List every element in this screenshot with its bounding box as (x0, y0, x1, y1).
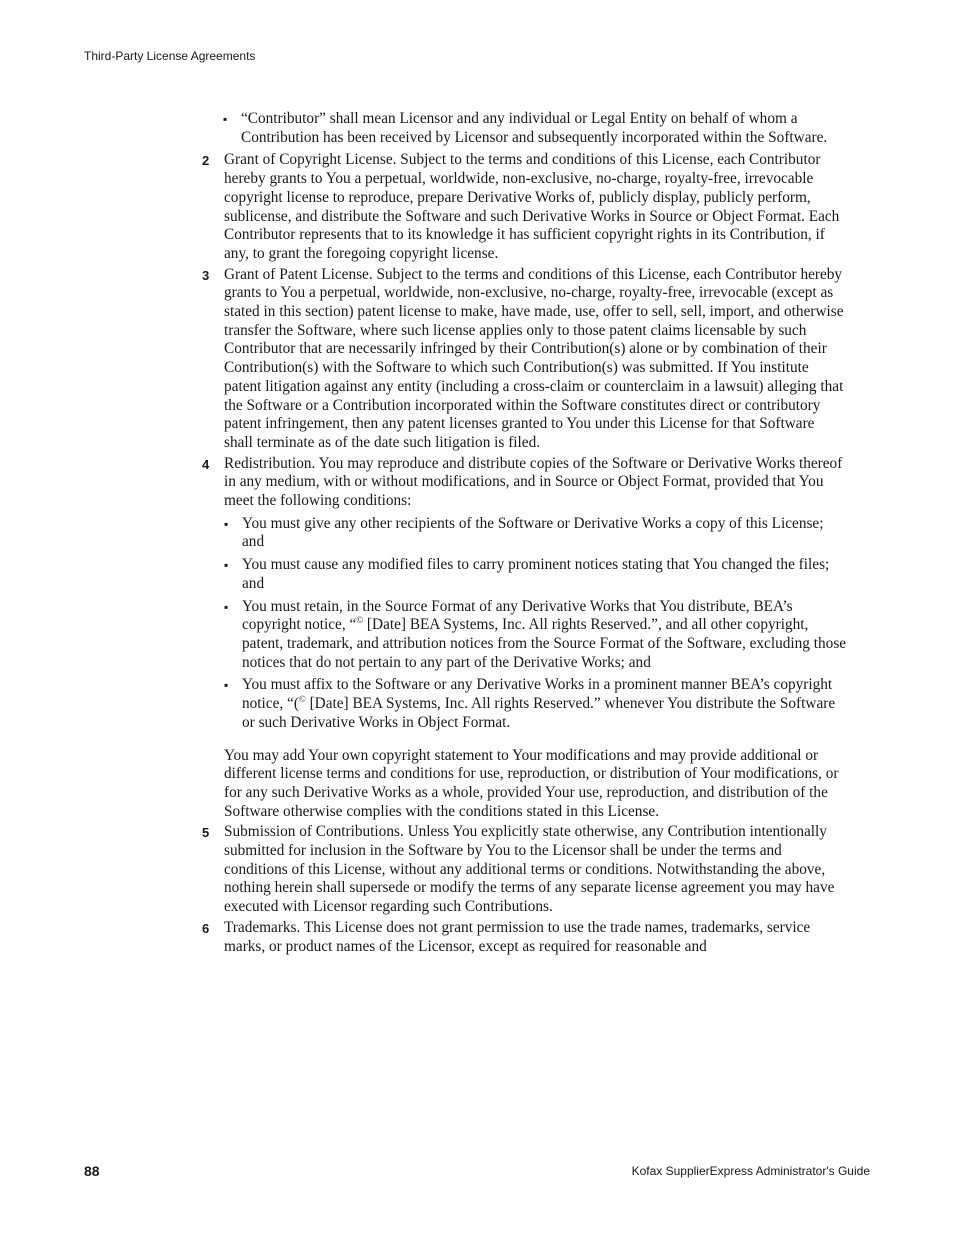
section-number: 4 (202, 456, 210, 472)
condition-text: You must give any other recipients of the Software or Derivative Works a copy of this License; and (242, 514, 824, 551)
condition-item (224, 515, 847, 552)
condition-item (224, 598, 847, 673)
section-text: Redistribution. You may reproduce and distribute copies of the Software or Derivative Works thereof in any medium, with or without modifications, and in Source or Object Format, provided that You meet the following conditions: (224, 454, 843, 510)
bullet-icon: ▪ (224, 678, 229, 693)
section-5 (202, 823, 847, 917)
page-number: 88 (84, 1163, 100, 1179)
section-text: Grant of Patent License. Subject to the terms and conditions of this License, each Contributor hereby grants to You a perpetual, worldwide, non-exclusive, no-charge, royalty-free, irrevocable (except as stated in this section) patent license to make, have made, use, offer to sell, sell, import, and otherwise transfer the Software, where such license applies only to those patent claims licensable by such Contributor that are necessarily infringed by their Contribution(s) alone or by combination of their Contribution(s) with the Software to which such Contribution(s) was submitted. If You institute patent litigation against any entity (including a cross-claim or counterclaim in a lawsuit) alleging that the Software or a Contribution incorporated within the Software constitutes direct or contributory patent infringement, then any patent licenses granted to You under this License for that Software shall terminate as of the date such litigation is filed. (224, 265, 844, 451)
page-header: Third-Party License Agreements (84, 49, 256, 63)
bullet-text: “Contributor” shall mean Licensor and any individual or Legal Entity on behalf of whom a Contribution has been received by Licensor and subsequently incorporated within the Software. (241, 110, 828, 146)
condition-text: You must retain, in the Source Format of any Derivative Works that You distribute, BEA’s copyright notice, “© [Date] BEA Systems, Inc. All rights Reserved.”, and all other copyright, patent, trademark, and attribution notices from the Source Format of the Software, excluding those notices that do not pertain to any part of the Derivative Works; and (242, 597, 847, 671)
section-text: Trademarks. This License does not grant permission to use the trade names, trademarks, service marks, or product names of the Licensor, except as required for reasonable and (224, 918, 811, 955)
condition-item (224, 676, 847, 732)
section-number: 3 (202, 267, 210, 283)
section-number: 6 (202, 920, 210, 936)
bullet-icon: ▪ (224, 599, 229, 614)
guide-title: Kofax SupplierExpress Administrator's Guide (631, 1164, 870, 1178)
section-4 (202, 455, 847, 822)
contributor-definition (202, 110, 847, 147)
redistribution-conditions (224, 515, 847, 733)
license-text (202, 110, 847, 958)
section-text: Submission of Contributions. Unless You explicitly state otherwise, any Contribution intentionally submitted for inclusion in the Software by You to the Licensor shall be under the terms and conditions of this License, without any additional terms or conditions. Notwithstanding the above, nothing herein shall supersede or modify the terms of any separate license agreement you may have executed with Licensor regarding such Contributions. (224, 823, 835, 916)
copyright-symbol: © (298, 694, 306, 704)
condition-item (224, 556, 847, 593)
bullet-icon: ▪ (223, 112, 228, 126)
condition-text: You must affix to the Software or any Derivative Works in a prominent manner BEA’s copyright notice, “(© [Date] BEA Systems, Inc. All rights Reserved.” whenever You distribute the Software or such Derivative Works in Object Format. (242, 676, 836, 731)
section-3 (202, 266, 847, 453)
redistribution-followup: You may add Your own copyright statement to Your modifications and may provide additional or different license terms and conditions for use, reproduction, or distribution of Your modifications, or for any such Derivative Works as a whole, provided Your use, reproduction, and distribution of the Software otherwise complies with the conditions stated in this License. (224, 746, 839, 820)
section-2 (202, 151, 847, 263)
section-text: Grant of Copyright License. Subject to the terms and conditions of this License, each Contributor hereby grants to You a perpetual, worldwide, non-exclusive, no-charge, royalty-free, irrevocable copyright license to reproduce, prepare Derivative Works of, publicly display, publicly perform, sublicense, and distribute the Software and such Derivative Works in Source or Object Format. Each Contributor represents that to its knowledge it has sufficient copyright rights in its Contribution, if any, to grant the foregoing copyright license. (224, 151, 840, 262)
section-number: 5 (202, 825, 210, 841)
bullet-icon: ▪ (224, 558, 229, 573)
condition-text: You must cause any modified files to carry prominent notices stating that You changed the files; and (242, 556, 830, 592)
copyright-symbol: © (356, 615, 364, 626)
section-6 (202, 919, 847, 956)
section-number: 2 (202, 153, 210, 169)
bullet-icon: ▪ (224, 516, 229, 531)
